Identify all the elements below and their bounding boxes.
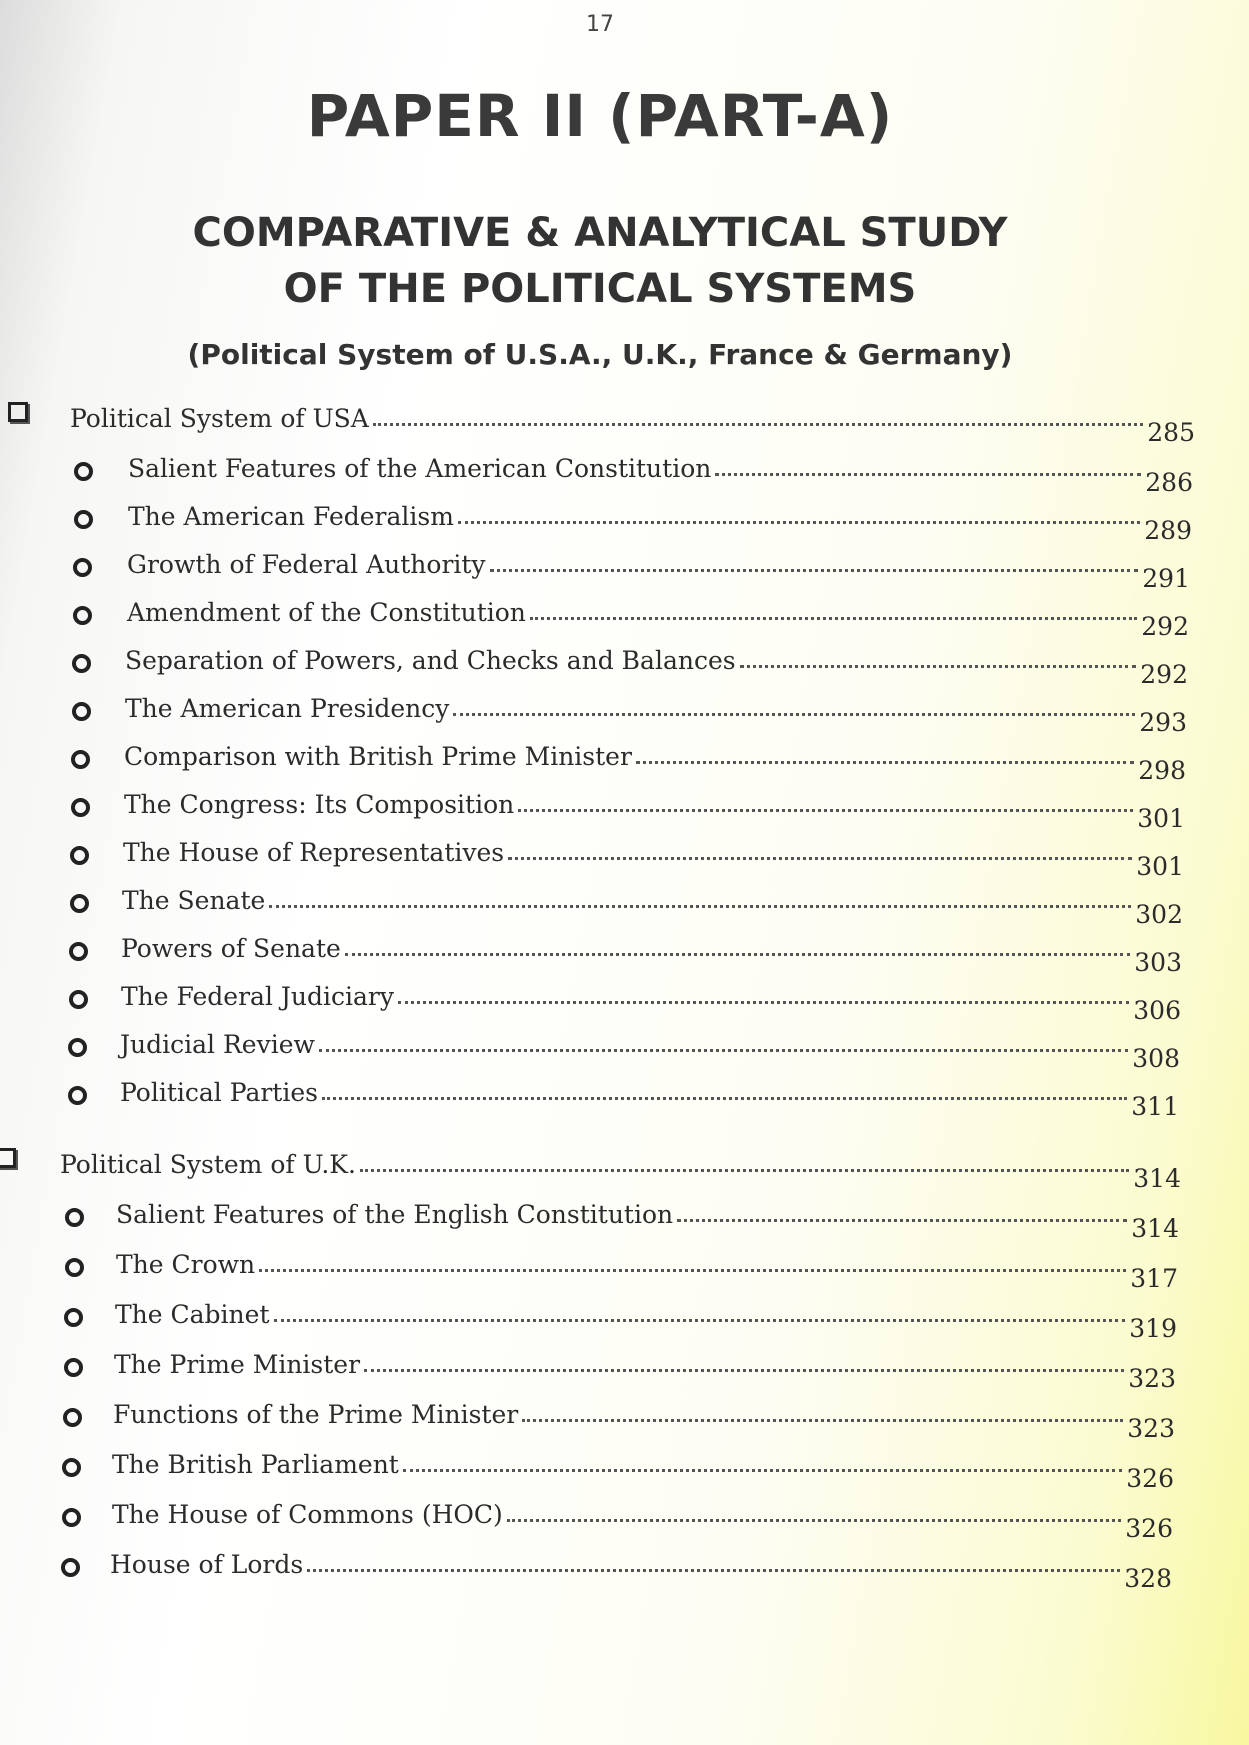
bullet-icon xyxy=(72,702,91,721)
bullet-icon xyxy=(73,558,92,577)
toc-page-number: 323 xyxy=(1128,1364,1176,1393)
toc-item-title: House of Lords xyxy=(110,1550,304,1579)
dot-leader xyxy=(518,809,1133,812)
toc-item[interactable] xyxy=(116,1194,1179,1243)
toc-item[interactable] xyxy=(115,1294,1177,1343)
toc-item-title: Separation of Powers, and Checks and Balances xyxy=(125,646,736,675)
bullet-icon xyxy=(69,990,88,1009)
bullet-icon xyxy=(69,942,88,961)
toc-item[interactable] xyxy=(128,448,1193,497)
toc-section-uk[interactable] xyxy=(60,1144,1181,1193)
toc-item[interactable] xyxy=(122,880,1183,929)
toc-item-title: The Congress: Its Composition xyxy=(124,790,515,819)
dot-leader xyxy=(364,1369,1124,1372)
bullet-icon xyxy=(71,798,90,817)
toc-item-title: The British Parliament xyxy=(112,1450,399,1479)
toc-item-title: Salient Features of the English Constitution xyxy=(116,1200,674,1229)
toc-item[interactable] xyxy=(113,1394,1175,1443)
toc-page-number: 301 xyxy=(1136,852,1184,881)
toc-item[interactable] xyxy=(125,640,1188,689)
dot-leader xyxy=(322,1097,1127,1100)
bullet-icon xyxy=(74,510,93,529)
toc-page-number: 323 xyxy=(1127,1414,1175,1443)
dot-leader xyxy=(507,1519,1122,1522)
toc-page-number: 291 xyxy=(1142,564,1190,593)
toc-item-title: The American Presidency xyxy=(125,694,450,723)
bullet-icon xyxy=(71,750,90,769)
toc-item-title: Salient Features of the American Constitution xyxy=(128,454,712,483)
bullet-icon xyxy=(64,1308,83,1327)
toc-page-number: 306 xyxy=(1133,996,1181,1025)
toc-page-number: 317 xyxy=(1130,1264,1178,1293)
toc-page-number: 319 xyxy=(1129,1314,1177,1343)
dot-leader xyxy=(307,1569,1120,1572)
toc-item[interactable] xyxy=(112,1444,1174,1493)
toc-item-title: The Federal Judiciary xyxy=(121,982,394,1011)
dot-leader xyxy=(453,713,1135,716)
bullet-icon xyxy=(63,1408,82,1427)
toc-item[interactable] xyxy=(120,1072,1179,1121)
toc-item[interactable] xyxy=(120,1024,1180,1073)
dot-leader xyxy=(403,1469,1122,1472)
dot-leader xyxy=(522,1419,1123,1422)
toc-item[interactable] xyxy=(127,544,1190,593)
dot-leader xyxy=(274,1319,1126,1322)
toc-page-number: 308 xyxy=(1132,1044,1180,1073)
dot-leader xyxy=(677,1219,1127,1222)
toc-item-title: Growth of Federal Authority xyxy=(127,550,486,579)
toc-item-title: Powers of Senate xyxy=(121,934,341,963)
section-heading-line1: COMPARATIVE & ANALYTICAL STUDY xyxy=(192,210,1008,256)
toc-section-usa[interactable] xyxy=(70,398,1195,447)
bullet-icon xyxy=(73,606,92,625)
toc-page-number: 285 xyxy=(1147,418,1195,447)
toc-item-title: The Cabinet xyxy=(115,1300,270,1329)
toc-item-title: The Senate xyxy=(122,886,266,915)
toc-page-number: 311 xyxy=(1131,1092,1179,1121)
dot-leader xyxy=(259,1269,1126,1272)
toc-page-number: 292 xyxy=(1141,612,1189,641)
toc-item[interactable] xyxy=(114,1344,1176,1393)
dot-leader xyxy=(398,1001,1129,1004)
toc-page-number: 326 xyxy=(1125,1514,1173,1543)
bullet-icon xyxy=(64,1358,83,1377)
toc-item-title: The American Federalism xyxy=(128,502,454,531)
dot-leader xyxy=(319,1049,1128,1052)
dot-leader xyxy=(508,857,1132,860)
dot-leader xyxy=(458,521,1140,524)
toc-page-number: 301 xyxy=(1137,804,1185,833)
toc-page-number: 302 xyxy=(1135,900,1183,929)
toc-page-number: 292 xyxy=(1140,660,1188,689)
checkbox-icon xyxy=(0,1148,16,1168)
dot-leader xyxy=(740,665,1137,668)
toc-item[interactable] xyxy=(112,1494,1173,1543)
dot-leader xyxy=(373,423,1143,426)
section-subtitle: (Political System of U.S.A., U.K., France & Germany) xyxy=(187,338,1013,371)
toc-section-title: Political System of USA xyxy=(70,404,369,433)
toc-section-title: Political System of U.K. xyxy=(60,1150,356,1179)
toc-item[interactable] xyxy=(128,496,1192,545)
bullet-icon xyxy=(61,1558,80,1577)
dot-leader xyxy=(530,617,1137,620)
toc-item[interactable] xyxy=(124,784,1185,833)
dot-leader xyxy=(345,953,1130,956)
toc-page-number: 314 xyxy=(1133,1164,1181,1193)
bullet-icon xyxy=(68,1038,87,1057)
toc-item-title: Comparison with British Prime Minister xyxy=(124,742,632,771)
toc-item-title: Amendment of the Constitution xyxy=(127,598,526,627)
toc-page-number: 298 xyxy=(1138,756,1186,785)
dot-leader xyxy=(269,905,1131,908)
section-heading-line2: OF THE POLITICAL SYSTEMS xyxy=(283,266,917,312)
toc-item[interactable] xyxy=(124,736,1186,785)
toc-item[interactable] xyxy=(116,1244,1178,1293)
checkbox-icon xyxy=(8,402,28,422)
toc-page-number: 328 xyxy=(1124,1564,1172,1593)
toc-item[interactable] xyxy=(110,1544,1172,1593)
toc-item-title: The House of Commons (HOC) xyxy=(112,1500,503,1529)
dot-leader xyxy=(715,473,1141,476)
bullet-icon xyxy=(70,846,89,865)
page-number: 17 xyxy=(586,12,614,37)
bullet-icon xyxy=(74,462,93,481)
toc-page-number: 289 xyxy=(1144,516,1192,545)
bullet-icon xyxy=(65,1208,84,1227)
toc-item[interactable] xyxy=(123,832,1184,881)
bullet-icon xyxy=(62,1458,81,1477)
toc-item-title: Political Parties xyxy=(120,1078,318,1107)
toc-page-number: 303 xyxy=(1134,948,1182,977)
bullet-icon xyxy=(62,1508,81,1527)
dot-leader xyxy=(360,1169,1129,1172)
dot-leader xyxy=(636,761,1134,764)
toc-page-number: 286 xyxy=(1145,468,1193,497)
bullet-icon xyxy=(72,654,91,673)
bullet-icon xyxy=(70,894,89,913)
toc-item-title: Functions of the Prime Minister xyxy=(113,1400,519,1429)
toc-page-number: 314 xyxy=(1131,1214,1179,1243)
toc-item[interactable] xyxy=(125,688,1187,737)
toc-item-title: The Crown xyxy=(116,1250,256,1279)
bullet-icon xyxy=(65,1258,84,1277)
toc-item[interactable] xyxy=(121,928,1182,977)
dot-leader xyxy=(490,569,1139,572)
paper-title: PAPER II (PART-A) xyxy=(306,82,894,150)
toc-page-number: 326 xyxy=(1126,1464,1174,1493)
toc-item[interactable] xyxy=(121,976,1181,1025)
toc-item-title: The Prime Minister xyxy=(114,1350,361,1379)
toc-item[interactable] xyxy=(127,592,1189,641)
toc-page-number: 293 xyxy=(1139,708,1187,737)
toc-item-title: Judicial Review xyxy=(120,1030,315,1059)
bullet-icon xyxy=(68,1086,87,1105)
toc-item-title: The House of Representatives xyxy=(123,838,505,867)
